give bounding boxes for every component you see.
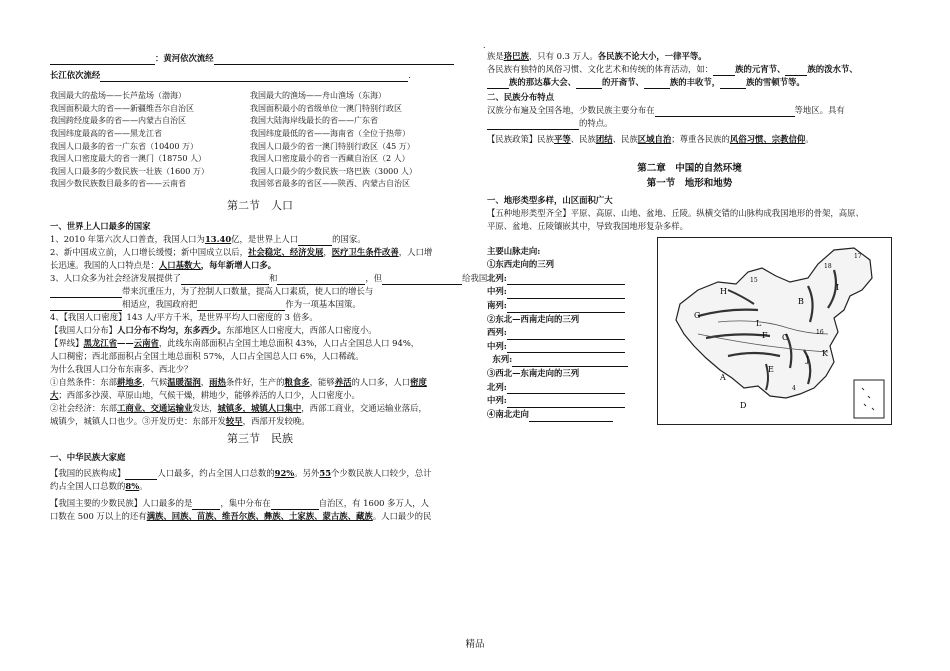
blank[interactable] (529, 412, 613, 422)
blank[interactable] (271, 500, 319, 510)
fact-item: 我国人口最少的省一澳门特别行政区（45 万） (250, 141, 415, 151)
fact-item: 我国纬度最高的省——黑龙江省 (50, 128, 162, 138)
heading-landforms: 一、地形类型多样，山区面积广大 (487, 194, 613, 205)
yangtze-line: 长江依次流经 . (50, 69, 470, 82)
blank[interactable] (192, 500, 220, 510)
map-label: L (756, 318, 762, 328)
fact-item: 我国人口密度最大的省一澳门（18750 人） (50, 154, 206, 164)
blank[interactable] (50, 288, 122, 298)
left-column (50, 52, 488, 523)
fact-item: 我国面积最大的省——新疆维吾尔自治区 (50, 103, 194, 113)
blank[interactable] (507, 330, 625, 340)
map-label: J (806, 354, 810, 364)
paragraph-5: 【我国人口分布】人口分布不均匀，东多西少。东部地区人口密度大，西部人口密度小。 (50, 325, 377, 336)
group-northwest-southeast: ③西北—东南走向的三列 (487, 368, 580, 379)
paragraph-9: ②社会经济：东部工商业、交通运输业发达，城镇多，城镇人口集中，西部工商业，交通运输业落后， (50, 403, 427, 414)
subchapter-title: 第一节 地形和地势 (646, 177, 733, 189)
paragraph-q1b: 约占全国人口总数的8%。 (50, 481, 148, 492)
map-label: I (836, 282, 840, 292)
blank[interactable] (720, 79, 746, 89)
paragraph-3: 3、人口众多为社会经济发展提供了 和 ，但 给我国 (50, 272, 470, 285)
footer-label: 精品 (465, 639, 485, 650)
paragraph-r1: 族是珞巴族，只有 0.3 万人。各民族不论大小，一律平等。 (487, 51, 707, 61)
blank[interactable] (197, 301, 285, 311)
paragraph-8: ①自然条件：东部耕地多，气候温暖湿润，雨热条件好，生产的粮食多，能够养活的人口多，人口密度 (50, 377, 427, 388)
fact-item: 我国邻省最多的省区——陕西、内蒙古自治区 (250, 179, 410, 189)
page-mark: . (483, 41, 486, 50)
map-label: 4 (792, 384, 796, 392)
china-mountain-map (657, 237, 892, 425)
paragraph-1: 1、2010 年第六次人口普查，我国人口为13.40亿，是世界上人口 的国家。 (50, 233, 470, 246)
map-label: F (762, 330, 768, 340)
paragraph-4: 4、【我国人口密度】143 人/平方千米，是世界平均人口密度的 3 倍多。 (50, 312, 318, 323)
mountain-section (487, 245, 892, 423)
blank[interactable] (50, 301, 122, 311)
blank[interactable] (507, 343, 625, 353)
paragraph-r7a: 【五种地形类型齐全】平原、高原、山地、盆地、丘陵。纵横交错的山脉构成我国地形的骨架，高原、 (487, 207, 864, 218)
paragraph-9b: 城镇少，城镇人口也少。③开发历史：东部开发较早，西部开发较晚。 (50, 416, 310, 427)
blank[interactable] (785, 66, 807, 76)
paragraph-q2b: 口数在 500 万以上的还有满族、回族、苗族、维吾尔族、彝族、土家族、蒙古族、藏族。人口最少的民 (50, 511, 432, 522)
blank[interactable] (181, 275, 269, 285)
map-label: K (822, 348, 828, 358)
map-label: C (782, 332, 789, 342)
yellow-river-line (50, 52, 470, 65)
mountain-fill-list: 主要山脉走向: ①东西走向的三列 北列: 中列: 南列: ②东北—西南走向的三列 西列: 中列: 东列: ③西北—东南走向的三列 北列: 中列: ④南北走向 (487, 245, 649, 422)
blank[interactable] (507, 289, 625, 299)
fact-item: 我国人口密度最小的省一西藏自治区（2 人） (250, 154, 410, 164)
facts-grid (50, 90, 470, 191)
paragraph-r7b: 平原、盆地、丘陵镶嵌其中，导致我国地形复杂多样。 (487, 220, 688, 231)
fact-item: 我国大陆海岸线最长的省——广东省 (250, 116, 378, 126)
blank[interactable] (507, 398, 625, 408)
blank[interactable] (487, 120, 579, 130)
map-label: E (768, 364, 774, 374)
paragraph-6: 【界线】黑龙江省——云南省，此线东南部面积占全国土地总面积 43%，人口占全国总人口 94%， (50, 338, 420, 349)
paragraph-7: 为什么我国人口分布东南多、西北少？ (50, 364, 193, 375)
blank[interactable] (507, 384, 625, 394)
chapter-title: 第二章 中国的自然环境 (637, 163, 742, 175)
paragraph-2b: 长迅速。我国的人口特点是：人口基数大，每年新增人口多。 (50, 260, 277, 271)
heading-chinese-nation: 一、中华民族大家庭 (50, 452, 126, 463)
map-label: A (720, 372, 726, 382)
map-label: 15 (750, 276, 758, 284)
yellow-river-label: ：黄河依次流经 (155, 53, 214, 63)
fact-item: 我国最大的渔场——舟山渔场（东海） (250, 91, 386, 101)
paragraph-r2: 各民族有独特的风俗习惯、文化艺术和传统的体育活动，如： 族的元宵节、 族的泼水节、 (487, 63, 892, 76)
paragraph-r4: 汉族分布遍及全国各地，少数民族主要分布在 等地区。具有 (487, 104, 892, 117)
map-label: B (798, 296, 804, 306)
map-label: H (720, 286, 727, 296)
section-title-ethnic: 第三节 民族 (227, 432, 293, 446)
map-label: D (740, 400, 747, 410)
map-label: 17 (854, 252, 862, 260)
paragraph-6b: 人口稠密；西北部面积占全国土地总面积 57%，人口占全国总人口 6%，人口稀疏。 (50, 351, 364, 362)
group-east-west: ①东西走向的三列 (487, 259, 554, 270)
blank[interactable] (100, 72, 408, 82)
china-outline (676, 248, 872, 398)
fact-item: 我国人口最多的省一广东省（10400 万） (50, 141, 198, 151)
china-map-svg (658, 238, 891, 424)
blank[interactable] (507, 303, 625, 313)
map-label: G (694, 310, 701, 320)
paragraph-q2: 【我国主要的少数民族】人口最多的是 ，集中分布在 自治区，有 1600 多万人，人 (50, 497, 470, 510)
blank[interactable] (644, 79, 670, 89)
paragraph-3b: 带来沉重压力，为了控制人口数量，提高人口素质，使人口的增长与 (50, 285, 470, 298)
blank[interactable] (512, 357, 628, 367)
fact-item: 我国人口最多的少数民族一壮族（1600 万） (50, 166, 209, 176)
blank[interactable] (277, 275, 365, 285)
fact-item: 我国跨经度最多的省——内蒙古自治区 (50, 116, 186, 126)
blank[interactable] (298, 236, 332, 246)
group-northeast-southwest: ②东北—西南走向的三列 (487, 313, 580, 324)
paragraph-policy: 【民族政策】民族平等、民族团结、民族区域自治；尊重各民族的风俗习惯、宗教信仰。 (487, 134, 814, 145)
mountain-list-title: 主要山脉走向: (487, 245, 541, 256)
blank[interactable] (125, 470, 157, 480)
blank[interactable] (487, 79, 509, 89)
blank[interactable] (655, 107, 795, 117)
fact-item: 我国面积最小的省级单位一澳门特别行政区 (250, 103, 402, 113)
south-sea-inset (854, 380, 884, 418)
fact-item: 我国少数民族数目最多的省——云南省 (50, 179, 186, 189)
heading-distribution: 二、民族分布特点 (487, 92, 554, 103)
fact-item: 我国人口最少的少数民族一珞巴族（3000 人） (250, 166, 417, 176)
paragraph-q1: 【我国的民族构成】 人口最多，约占全国人口总数的92%。另外55个少数民族人口较少，总计 (50, 467, 470, 480)
blank[interactable] (50, 55, 155, 65)
paragraph-r3: 族的那达慕大会、 的开斋节、 族的丰收节， 族的雪顿节等。 (487, 76, 892, 89)
fact-item: 我国纬度最低的省——海南省（全位于热带） (250, 128, 410, 138)
yangtze-label: 长江依次流经 (50, 70, 101, 81)
paragraph-r5: 的特点。 (487, 117, 892, 130)
map-label: 16 (816, 328, 824, 336)
paragraph-8b: 大；西部多沙漠、草原山地，气候干燥，耕地少，能够养活的人口少，人口密度小。 (50, 390, 360, 401)
right-column (487, 50, 892, 423)
heading-most-populous: 一、世界上人口最多的国家 (50, 221, 151, 232)
fact-item: 我国最大的盐场——长芦盐场（渤海） (50, 91, 186, 101)
blank[interactable] (507, 275, 625, 285)
blank[interactable] (576, 79, 602, 89)
blank[interactable] (214, 55, 454, 65)
blank[interactable] (382, 275, 462, 285)
paragraph-2: 2、新中国成立前，人口增长缓慢；新中国成立以后，社会稳定、经济发展，医疗卫生条件改善，人口增 (50, 247, 433, 258)
map-label: 18 (824, 262, 832, 270)
blank[interactable] (713, 66, 735, 76)
paragraph-3c: 相适应，我国政府把 作为一项基本国策。 (50, 298, 470, 311)
section-title-population: 第二节 人口 (227, 199, 293, 213)
